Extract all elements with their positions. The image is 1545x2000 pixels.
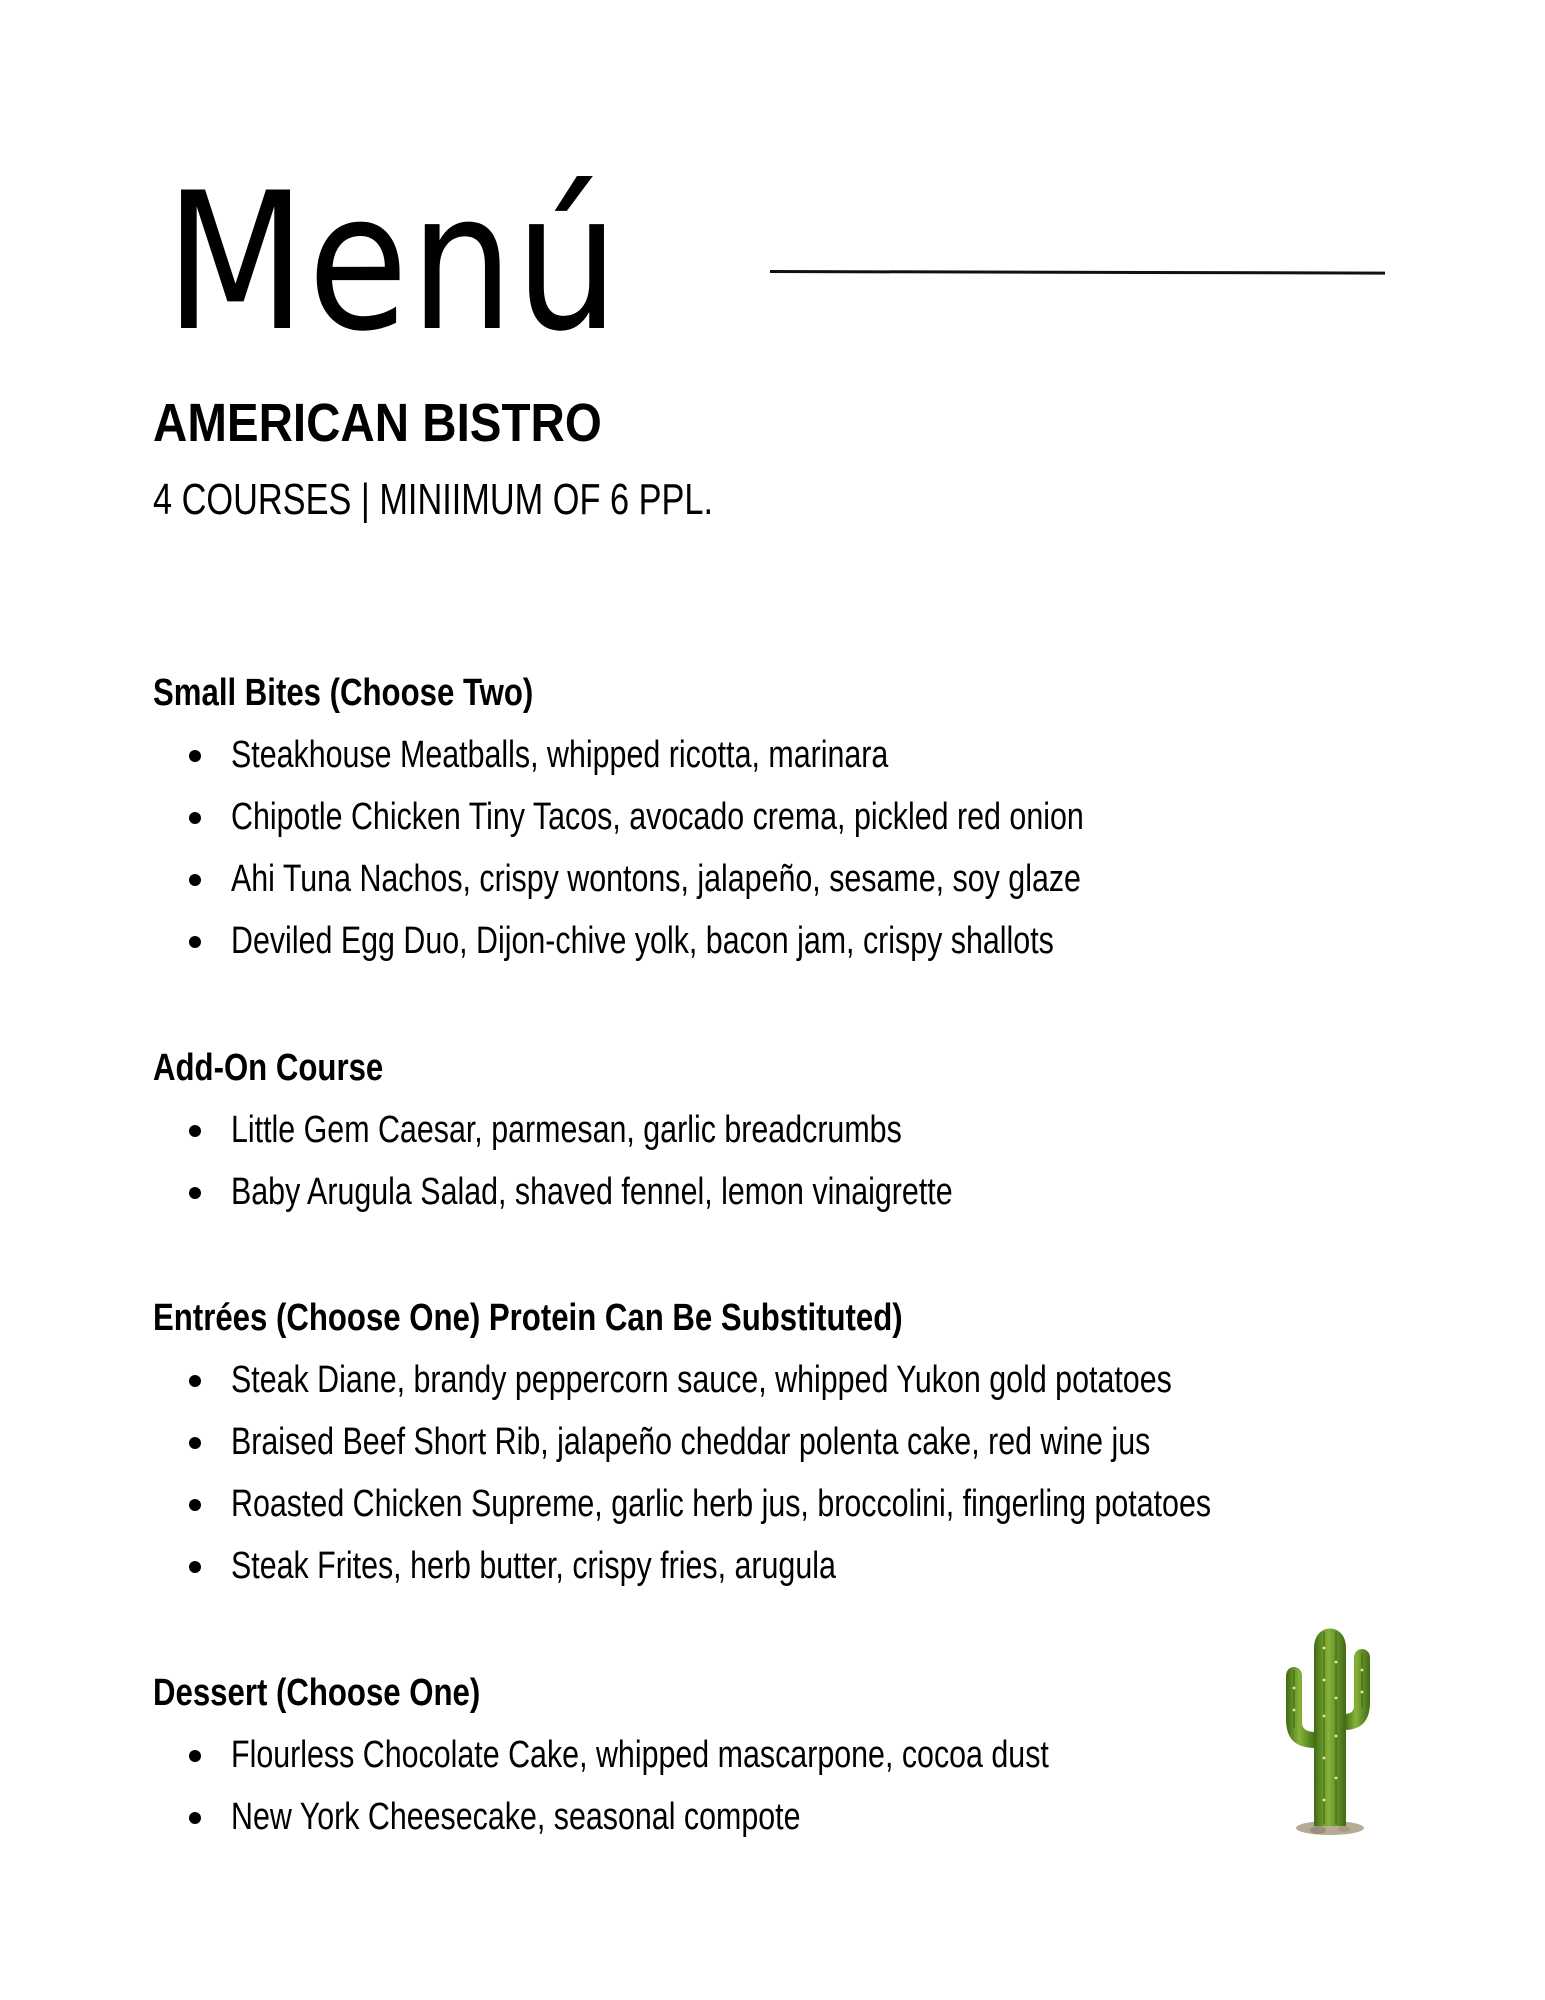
- section-heading: Small Bites (Choose Two): [153, 672, 534, 714]
- section-heading: Add-On Course: [153, 1047, 384, 1089]
- list-item: [153, 792, 1084, 854]
- bullet-icon: [189, 1437, 201, 1449]
- item-text: Steak Frites, herb butter, crispy fries, arugula: [231, 1545, 836, 1587]
- section-heading: Entrées (Choose One) Protein Can Be Substituted): [153, 1297, 903, 1339]
- bullet-icon: [189, 936, 201, 948]
- page-title: Menú: [165, 152, 621, 373]
- list-item: [153, 1417, 1151, 1479]
- restaurant-name: AMERICAN BISTRO: [153, 393, 602, 453]
- bullet-icon: [189, 1187, 201, 1199]
- item-text: Flourless Chocolate Cake, whipped mascarpone, cocoa dust: [231, 1734, 1049, 1776]
- item-list: [153, 1730, 1049, 1854]
- section-add-on-course: [153, 1043, 953, 1229]
- list-item: [153, 1792, 801, 1854]
- item-text: New York Cheesecake, seasonal compote: [231, 1796, 801, 1838]
- bullet-icon: [189, 1499, 201, 1511]
- list-item: [153, 1541, 1067, 1603]
- section-heading: Dessert (Choose One): [153, 1672, 481, 1714]
- title-divider: [770, 270, 1385, 275]
- item-text: Ahi Tuna Nachos, crispy wontons, jalapeño, sesame, soy glaze: [231, 858, 1081, 900]
- list-item: [153, 854, 1081, 916]
- item-list: [153, 1355, 1212, 1603]
- section-dessert: [153, 1668, 1049, 1854]
- bullet-icon: [189, 874, 201, 886]
- bullet-icon: [189, 812, 201, 824]
- item-list: [153, 730, 1084, 978]
- item-text: Steakhouse Meatballs, whipped ricotta, marinara: [231, 734, 889, 776]
- bullet-icon: [189, 1375, 201, 1387]
- list-item: [153, 730, 889, 792]
- list-item: [153, 1479, 1212, 1541]
- item-text: Chipotle Chicken Tiny Tacos, avocado crema, pickled red onion: [231, 796, 1084, 838]
- item-text: Roasted Chicken Supreme, garlic herb jus, broccolini, fingerling potatoes: [231, 1483, 1212, 1525]
- list-item: [153, 1355, 1172, 1417]
- list-item: [153, 1730, 1049, 1792]
- list-item: [153, 916, 1054, 978]
- item-text: Little Gem Caesar, parmesan, garlic breadcrumbs: [231, 1109, 902, 1151]
- item-text: Deviled Egg Duo, Dijon-chive yolk, bacon jam, crispy shallots: [231, 920, 1054, 962]
- item-text: Braised Beef Short Rib, jalapeño cheddar polenta cake, red wine jus: [231, 1421, 1151, 1463]
- bullet-icon: [189, 1812, 201, 1824]
- section-small-bites: [153, 668, 1084, 978]
- course-info: 4 COURSES | MINIIMUM OF 6 PPL.: [153, 475, 714, 524]
- section-entrees: [153, 1293, 1212, 1603]
- item-text: Steak Diane, brandy peppercorn sauce, whipped Yukon gold potatoes: [231, 1359, 1172, 1401]
- cactus-icon: [1270, 1618, 1390, 1840]
- bullet-icon: [189, 750, 201, 762]
- item-list: [153, 1105, 953, 1229]
- list-item: [153, 1105, 902, 1167]
- bullet-icon: [189, 1125, 201, 1137]
- item-text: Baby Arugula Salad, shaved fennel, lemon vinaigrette: [231, 1171, 953, 1213]
- bullet-icon: [189, 1561, 201, 1573]
- bullet-icon: [189, 1750, 201, 1762]
- list-item: [153, 1167, 953, 1229]
